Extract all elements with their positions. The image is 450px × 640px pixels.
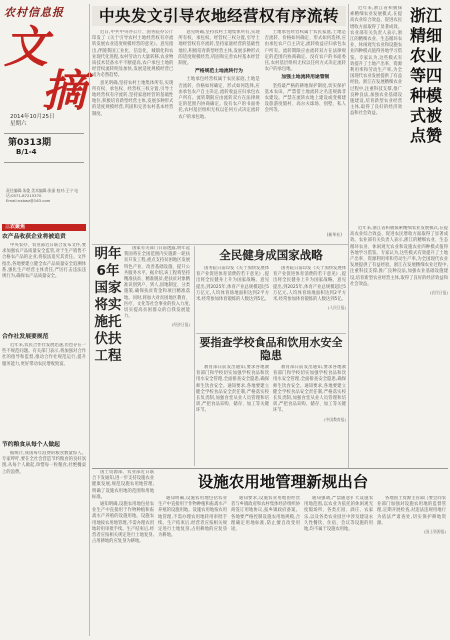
row-rule: [196, 333, 346, 334]
mid-story-1-col: 国务院日前印发《关于加快发展体育产业促进体育消费的若干意见》,提出将全民健身上升为国家战略。意见提出,到2025年,体育产业总规模超过5万亿元,人均体育场地面积达到2平方米,经常参加体育锻炼的人数达到5亿。 (人民日报): [273, 266, 346, 311]
left-column: [2, 224, 86, 636]
bottom-story-col-2: 通知要求,设施农业用地由经营者与乡镇政府和农村集体经济组织协商签订用地协议,报乡镇政府备案。各地要严格控制设施农用地规模,合理确定用地标准,防止擅自改变用途。: [231, 496, 300, 533]
top-story-title: 中央发文引导农地经营权有序流转: [92, 6, 346, 26]
vertical-story-body: 国家有关部门日前透露,明年起我国将在全国范围内实施新一轮扶贫开发工程,重点支持贫困地区发展特色产业、改善基础设施、提升公共服务水平。据介绍,该工程将坚持精准扶贫、精准脱贫,把扶贫对象精准识别到户、到人,因地制宜、分类施策,确保扶贫资金和项目精准落地。同时,将加大对贫困地区教育、医疗、文化等社会事业的投入力度,切实提高贫困群众的自我发展能力。 (经济日报): [124, 246, 190, 328]
section-title-zhai: 摘: [42, 66, 86, 117]
bottom-story-col-4: 各地国土资源主管部门要会同农业部门加强对设施农用地的监督管理,定期开展检查,对违法违规用地行为依法严肃查处,切实保护耕地资源。 (国土资源报): [377, 496, 446, 535]
top-story: [92, 6, 346, 242]
section-label: 三农聚焦: [2, 224, 86, 231]
column-rule: [194, 246, 195, 466]
mid-story-2-col: 教育部日前发出通知,要求各地教育部门和学校切实加强学校食品和饮用水安全管理,全面排查安全隐患,确保师生饮食安全。通知要求,各地要建立健全学校食品安全责任制,严格落实校长负责制,加强食堂从业人员管理和培训,严把食品采购、储存、加工等关键环节。: [196, 365, 269, 414]
right-story-body: 近年来,浙江省积极探索精细农业发展模式,在提高农业综合效益、促进农民增收方面取得了显著成效。农业部有关负责人表示,浙江的精细农业、生态循环农业、休闲观光农业和设施农业四种模式值得各地学习借鉴。专家认为,这些模式有效提升了土地产出率、资源利用率和劳动生产率,为全国现代农业发展提供了有益经验。浙江在发展精细农业过程中,注重科技支撑,推广良种良法,加强农业基础设施建设,培育新型农业经营主体,取得了良好的经济效益和社会效益。: [350, 6, 402, 117]
left-story-title: 节约粮食从每个人做起: [2, 442, 60, 448]
bottom-story-lead: 国土资源部、农业部近日联合下发通知,进一步支持设施农业健康发展,规范设施农用地管理,明确了设施农用地的范围和用地标准。 通知明确,设施农用地包括农业生产中直接用于作物种植和畜禽水产养殖的设施用地。设施农用地按农用地管理,不需办理农用地转用审批手续。生产结束后,经营者应按相关规定进行土地复垦,占用耕地的应复垦为耕地。: [92, 470, 154, 545]
bottom-story: [92, 470, 448, 638]
divider: [4, 162, 84, 163]
row-rule: [92, 244, 348, 245]
paper-name: 农村信息报: [4, 6, 64, 19]
top-story-columns: [92, 30, 346, 226]
row-rule: [92, 468, 448, 469]
issue-date: 2014年10月25日 星期六: [10, 114, 55, 127]
right-story-title: 浙江精细农业等四种模式被点赞: [409, 6, 442, 145]
right-story: [350, 6, 448, 466]
top-story-col-3: 土地承包经营权属于农民家庭,土地是否流转、价格如何确定、形式如何选择,应由承包农户自主决定,流转收益应归承包农户所有。流转期限应由流转双方在法律规定的范围内协商确定。没有农户的书面委托,农村基层组织无权以任何方式决定流转农户的承包地。 加强土地流转用途管制 坚持最严格的耕地保护制度,切实保护基本农田。严禁借土地流转之名违规搞非农建设。严禁在流转农地上建设或变相建设旅游度假村、高尔夫球场、别墅、私人会所等。: [264, 30, 346, 114]
mid-story-2-col: 教育部日前发出通知,要求各地教育部门和学校切实加强学校食品和饮用水安全管理,全面排查安全隐患,确保师生饮食安全。通知要求,各地要建立健全学校食品安全责任制,严格落实校长负责制,加强食堂从业人员管理和培训,严把食品采购、储存、加工等关键环节。 (中国教育报): [273, 365, 346, 422]
top-story-col-2: 意见明确,坚持农村土地集体所有,实现所有权、承包权、经营权三权分置,引导土地经营权有序流转,坚持家庭经营的基础性地位,积极培育新型经营主体,发展多种形式的适度规模经营,巩固和完善农村基本经营制度。 严格规范土地流转行为 土地承包经营权属于农民家庭,土地是否流转、价格如何确定、形式如何选择,应由承包农户自主决定,流转收益应归承包农户所有。流转期限应由流转双方在法律规定的范围内协商确定。没有农户的书面委托,农村基层组织无权以任何方式决定流转农户的承包地。: [178, 30, 260, 120]
left-story-body: 据统计,我国每年浪费的粮食数量惊人。专家呼吁,要在全社会营造节约粮食的良好氛围,从每个人做起,珍惜每一粒粮食,杜绝餐桌上的浪费。: [2, 451, 86, 475]
divider: [4, 133, 84, 134]
section-title-wen: 文: [4, 22, 48, 73]
editorial-credits: 责任编辑:朱俊 美术编辑:张丽 校对:王宁 电话:0571-87215370 Email:nxbwz@163.com: [6, 188, 79, 203]
mid-story-2-title: 要指查学校食品和饮用水安全隐患: [199, 336, 343, 362]
mid-story-1-title: 全民健身成国家战略: [219, 248, 323, 262]
left-story-body: 近年来,农民合作社发展迅速,但也存在一些不规范问题。有关部门表示,将加强对合作社的指导和监督,推动合作社规范运行,提升服务能力,更好带动农民增收致富。: [2, 343, 86, 367]
top-story-subhead: 严格规范土地流转行为: [195, 69, 243, 75]
right-story-body-lower: 近年来,浙江省积极探索精细农业发展模式,在提高农业综合效益、促进农民增收方面取得了显著成效。农业部有关负责人表示,浙江的精细农业、生态循环农业、休闲观光农业和设施农业四种模式值得各地学习借鉴。专家认为,这些模式有效提升了土地产出率、资源利用率和劳动生产率,为全国现代农业发展提供了有益经验。浙江在发展精细农业过程中,注重科技支撑,推广良种良法,加强农业基础设施建设,培育新型农业经营主体,取得了良好的经济效益和社会效益。 (农民日报): [350, 226, 448, 296]
masthead: [2, 2, 86, 212]
bottom-story-title: 设施农用地管理新规出台: [197, 473, 369, 491]
left-story-title: 农产品收获企业将被追责: [2, 234, 66, 240]
issue-number: 第0313期: [8, 138, 52, 148]
issue-pages: B/1-4: [16, 148, 37, 156]
vertical-story-title: 明年6年国家将实施托伏扶工程: [94, 246, 122, 364]
vertical-story: [92, 246, 192, 466]
top-story-col-1: 近日,中共中央办公厅、国务院办公厅印发了《关于引导农村土地经营权有序流转发展农业适度规模经营的意见》。意见指出,伴随我国工业化、信息化、城镇化和农业现代化进程,农村劳动力大量转移,农业物质技术装备水平不断提高,农户承包土地的经营权流转明显加快,发展适度规模经营已成为必然趋势。 意见明确,坚持农村土地集体所有,实现所有权、承包权、经营权三权分置,引导土地经营权有序流转,坚持家庭经营的基础性地位,积极培育新型经营主体,发展多种形式的适度规模经营,巩固和完善农村基本经营制度。: [92, 30, 174, 117]
left-story-title: 合作社发展要规范: [2, 334, 49, 340]
bottom-story-col-1: 通知明确,设施农用地包括农业生产中直接用于作物种植和畜禽水产养殖的设施用地。设施农用地按农用地管理,不需办理农用地转用审批手续。生产结束后,经营者应按相关规定进行土地复垦,占用耕地的应复垦为耕地。: [158, 496, 227, 539]
column-rule: [348, 4, 349, 468]
top-story-subhead: 加强土地流转用途管制: [281, 75, 330, 81]
top-story-byline: (新华社): [326, 232, 342, 237]
bottom-story-col-3: 通知强调,严禁随意扩大设施农用地范围,以农业为依托的休闲观光度假场所、各类庄园、酒庄、农家乐,以及各类农业园区中涉及建设永久性餐饮、住宿、会议等设施的用地,均不属于设施农用地。: [304, 496, 373, 533]
left-story-body: 中央农办、农业部近日联合发布文件,要求加强农产品质量安全监管,对于生产销售不合格农产品的企业,将依法追究其责任。文件指出,各地要建立健全农产品质量安全追溯体系,强化生产经营主体责任,严厉打击违法违规行为,确保农产品质量安全。: [2, 243, 86, 280]
mid-story-2: [196, 336, 346, 466]
mid-story-1: [196, 248, 346, 330]
mid-story-1-col: 国务院日前印发《关于加快发展体育产业促进体育消费的若干意见》,提出将全民健身上升为国家战略。意见提出,到2025年,体育产业总规模超过5万亿元,人均体育场地面积达到2平方米,经常参加体育锻炼的人数达到5亿。: [196, 266, 269, 303]
column-rule: [89, 4, 90, 636]
